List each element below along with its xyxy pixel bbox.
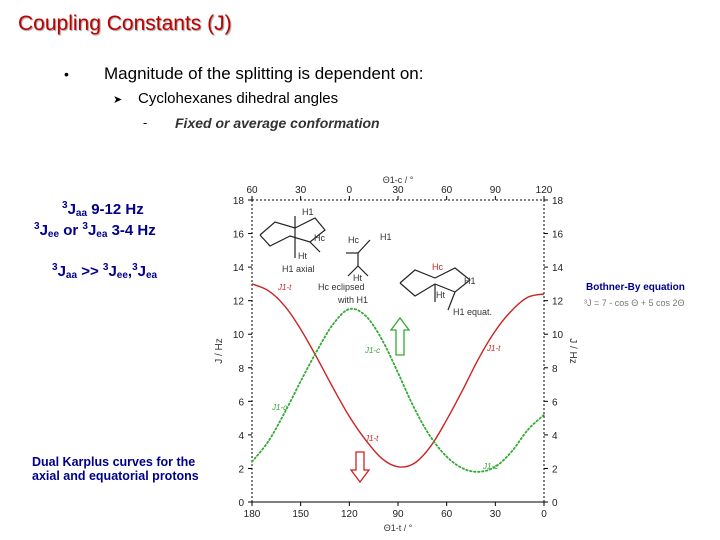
x-tick-label-bottom: 120 <box>340 509 358 520</box>
y-tick-label-left: 6 <box>238 397 244 409</box>
curve-label: J1-t <box>487 344 501 353</box>
dash-marker: - <box>143 115 148 130</box>
molecule-label: H1 axial <box>282 264 315 274</box>
y-axis-label-left: J / Hz <box>214 338 225 364</box>
molecule-label: Ht <box>298 251 307 261</box>
x-tick-label-bottom: 90 <box>392 509 404 520</box>
x-tick-label-top: 30 <box>392 185 404 196</box>
x-axis-label-top: Θ1-c / ° <box>382 175 414 185</box>
equatorial-conformer-drawing <box>400 268 470 310</box>
molecule-annotations <box>282 207 492 317</box>
y-tick-label-left: 12 <box>232 296 244 308</box>
y-tick-label-left: 0 <box>238 498 244 509</box>
molecule-label: Ht <box>436 290 445 300</box>
x-tick-label-bottom: 60 <box>441 509 453 520</box>
y-tick-label-left: 16 <box>232 229 244 241</box>
series-layer <box>252 284 544 472</box>
j-ee-ea-note: $^3J_{ee}$ or $^3J_{ea}$ 3-4 Hz <box>34 221 156 240</box>
slide-title: Coupling Constants (J) <box>18 12 232 35</box>
sub-sub-bullet-text: Fixed or average conformation <box>175 115 380 131</box>
molecule-label: Hc <box>314 233 325 243</box>
molecule-label: H1 equat. <box>453 307 493 317</box>
karplus-figure <box>210 170 580 540</box>
molecule-label: Ht <box>353 273 362 283</box>
y-tick-label-right: 2 <box>552 464 558 476</box>
x-tick-label-bottom: 0 <box>541 509 547 520</box>
y-tick-label-right: 14 <box>552 263 564 275</box>
y-tick-label-left: 14 <box>232 263 244 275</box>
y-tick-label-right: 10 <box>552 330 564 342</box>
molecule-label: H1 <box>464 276 476 286</box>
y-tick-label-left: 4 <box>238 430 244 442</box>
y-tick-label-left: 18 <box>232 196 244 207</box>
molecule-label: H1 <box>380 232 392 242</box>
y-tick-label-right: 4 <box>552 430 558 442</box>
molecule-label: with H1 <box>338 295 369 305</box>
bullet-text: Magnitude of the splitting is dependent on: <box>104 64 424 83</box>
molecule-label: Hc <box>432 262 443 272</box>
bothner-by-equation: ³J = 7 - cos Θ + 5 cos 2Θ <box>584 298 685 308</box>
x-tick-label-top: 60 <box>246 185 258 196</box>
bullet-marker: • <box>64 66 69 82</box>
y-tick-label-right: 8 <box>552 363 558 375</box>
y-tick-label-right: 0 <box>552 498 558 509</box>
x-tick-label-bottom: 150 <box>292 509 310 520</box>
arrow-bullet-icon: ➤ <box>113 94 123 106</box>
y-tick-label-left: 2 <box>238 464 244 476</box>
y-tick-label-right: 16 <box>552 229 564 241</box>
x-tick-label-top: 120 <box>535 185 553 196</box>
x-tick-label-bottom: 30 <box>489 509 501 520</box>
y-axis-label-right: J / Hz <box>567 338 578 364</box>
series-line-j1-t <box>252 284 544 467</box>
curve-label: J1-c <box>365 346 381 355</box>
curve-label: J1-t <box>365 434 379 443</box>
j-aa-note: $^3J_{aa}$ 9-12 Hz <box>62 200 144 219</box>
bothner-by-title: Bothner-By equation <box>586 282 685 293</box>
x-tick-label-top: 0 <box>346 185 353 196</box>
x-axis-label-bottom: Θ1-t / ° <box>383 523 413 533</box>
dual-karplus-caption: Dual Karplus curves for the axial and equatorial protons <box>32 455 199 483</box>
y-tick-label-right: 12 <box>552 296 564 308</box>
eclipsed-conformer-drawing <box>346 240 370 276</box>
molecule-label: Hc eclipsed <box>318 282 365 292</box>
x-tick-label-top: 90 <box>489 185 501 196</box>
y-tick-label-left: 10 <box>232 330 244 342</box>
molecule-label: H1 <box>302 207 314 217</box>
curve-label: J1-c <box>483 462 499 471</box>
x-tick-label-top: 60 <box>441 185 453 196</box>
curve-label: J1-c <box>272 403 288 412</box>
series-line-j1-c <box>252 309 544 472</box>
y-tick-label-left: 8 <box>238 363 244 375</box>
y-tick-label-right: 6 <box>552 397 558 409</box>
y-tick-label-right: 18 <box>552 196 564 207</box>
j-comparison-note: $^3J_{aa} >> ^3J_{ee},^3J_{ea}$ <box>52 262 158 281</box>
molecule-label: Hc <box>348 235 359 245</box>
sub-bullet-text: Cyclohexanes dihedral angles <box>138 90 339 107</box>
x-tick-label-bottom: 180 <box>243 509 261 520</box>
curve-label: J1-t <box>278 283 292 292</box>
down-arrow-icon <box>351 452 369 482</box>
x-tick-label-top: 30 <box>295 185 307 196</box>
up-arrow-icon <box>391 318 409 355</box>
